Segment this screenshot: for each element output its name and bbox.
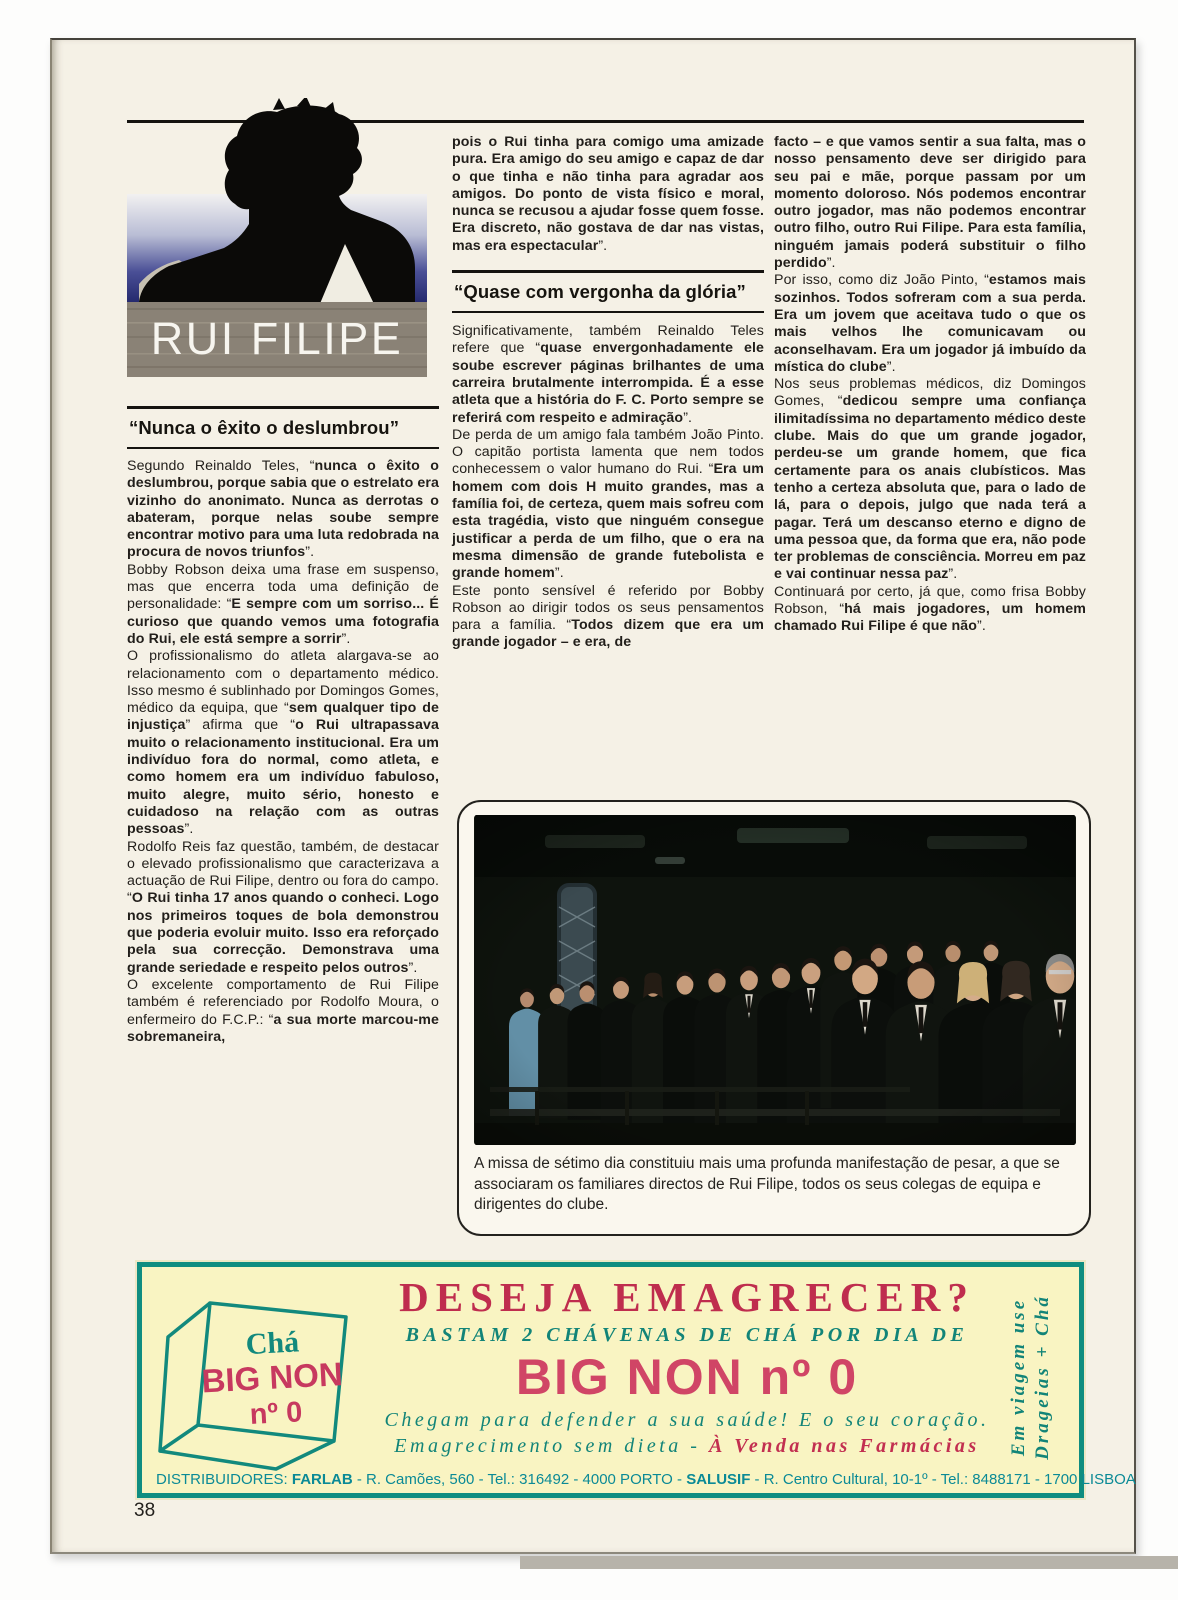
article-paragraph: De perda de um amigo fala também João Pinto. O capitão portista lamenta que nem todos conhecessem o valor humano do Rui. “Era um homem com dois H muito grandes, mas a família foi, de certeza, quem mais sofreu com esta tragédia, visto que ninguém consegue justificar a perda de um filho, que o era na mesma dimensão de grande futebolista e grande homem”. bbox=[452, 426, 765, 582]
article-paragraph: Significativamente, também Reinaldo Teles refere que “quase envergonhadamente ele soube escrever páginas brilhantes de uma carreira brutalmente interrompida. É a esse atleta que a história do F. C. Porto sempre se referirá com respeito e admiração”. bbox=[452, 323, 764, 426]
cube-n0-label: nº 0 bbox=[248, 1396, 304, 1431]
big-non-ad bbox=[137, 1262, 1136, 1498]
article-paragraph: Segundo Reinaldo Teles, “nunca o êxito o deslumbrou, porque sabia que o estrelato era vizinho do anonimato. Nunca as derrotas o abateram, porque nelas soube sempre encontrar motivo para uma luta redobrada na procura de novos triunfos”. bbox=[127, 458, 439, 561]
article-paragraph: Rodolfo Reis faz questão, também, de destacar o elevado profissionalismo que caracterizava a actuação de Rui Filipe, dentro ou fora do campo. “O Rui tinha 17 anos quando o conheci. Logo nos primeiros toques de bola demonstrou que poderia evoluir muito. Isso era reforçado pela sua correcção. Demonstrava uma grande seriedade e respeito pelos outros”. bbox=[127, 838, 439, 976]
article-paragraph: Por isso, como diz João Pinto, “estamos mais sozinhos. Todos sofreram com a sua perda. Era um jovem que aceitava tudo o que os mais velhos lhe comunicavam ou aconselhavam. Era um jogador já imbuído da mística do clube”. bbox=[774, 272, 1087, 375]
memorial-mass-photo bbox=[474, 815, 1076, 1145]
photo-caption: A missa de sétimo dia constituiu mais uma profunda manifestação de pesar, a que se associaram os familiares directos de Rui Filipe, todos os seus colegas de equipa e dirigentes do clube. bbox=[474, 1155, 1060, 1213]
article-column-1 bbox=[127, 406, 439, 1046]
player-silhouette-graphic bbox=[127, 98, 427, 380]
photo-frame bbox=[457, 800, 1091, 1236]
rui-filipe-header bbox=[127, 98, 427, 380]
ad-headline: DESEJA EMAGRECER? bbox=[399, 1274, 975, 1320]
cube-cha-label: Chá bbox=[244, 1325, 300, 1362]
scan-shadow-strip bbox=[520, 1556, 1178, 1569]
ad-copy bbox=[357, 1273, 1017, 1458]
page-number: 38 bbox=[134, 1500, 156, 1521]
article-paragraph: O profissionalismo do atleta alargava-se ao relacionamento com o departamento médico. Isso mesmo é sublinhado por Domingos Gomes, médico da equipa, que “sem qualquer tipo de injustiça” afirma que “o Rui ultrapassava muito o relacionamento institucional. Era um indivíduo fora do normal, como atleta, e como homem era um indivíduo fabuloso, muito alegre, muito sério, honesto e cuidadoso na relação com as outras pessoas”. bbox=[127, 648, 440, 838]
article-paragraph: Nos seus problemas médicos, diz Domingos Gomes, “dedicou sempre uma confiança ilimitadíssima no departamento médico deste clube. Mais do que um grande jogador, perdeu-se um grande homem, que fica certamente para os anais clubísticos. Mas tenho a certeza absoluta que, para o lado de lá, para o depois, julgo que nada terá a pagar. Terá um descanso eterno e digno de uma pessoa que, da forma que era, não pode ter problemas de consciência. Morreu em paz e vai continuar nessa paz”. bbox=[774, 376, 1087, 583]
cube-bignon-label: BIG NON bbox=[200, 1355, 344, 1400]
ad-pharmacies-note: À Venda nas Farmácias bbox=[708, 1435, 980, 1457]
player-name-banner: RUI FILIPE bbox=[150, 313, 404, 364]
article-paragraph: Continuará por certo, já que, como frisa Bobby Robson, “há mais jogadores, um homem chamado Rui Filipe é que não”. bbox=[774, 583, 1086, 635]
section-subhead: “Quase com vergonha da glória” bbox=[452, 270, 764, 313]
ad-product-name: BIG NON nº 0 bbox=[515, 1349, 859, 1405]
ad-vertical-note: Em viagem use Drageias + Chá bbox=[1008, 1294, 1053, 1460]
magazine-page bbox=[50, 38, 1136, 1554]
ad-benefit-line-2: Emagrecimento sem dieta - À Venda nas Farmácias bbox=[394, 1435, 980, 1457]
article-column-2 bbox=[452, 134, 764, 652]
ad-benefit-line-1: Chegam para defender a sua saúde! E o seu coração. bbox=[384, 1409, 990, 1431]
article-paragraph: Este ponto sensível é referido por Bobby Robson ao dirigir todos os seus pensamentos para a família. “Todos dizem que era um grande jogador – e era, de bbox=[452, 582, 765, 651]
tea-box-illustration bbox=[148, 1275, 378, 1480]
article-paragraph: Bobby Robson deixa uma frase em suspenso, mas que encerra toda uma definição de personalidade: “E sempre com um sorriso... É curioso que quando vemos uma fotografia do Rui, ele está sempre a sorrir”. bbox=[127, 561, 439, 647]
article-paragraph: pois o Rui tinha para comigo uma amizade pura. Era amigo do seu amigo e capaz de dar o que tinha e não tinha para agradar aos amigos. Do ponto de vista físico e moral, nunca se recusou a ajudar fosse quem fosse. Era discreto, não gostava de dar nas vistas, mas era espectacular”. bbox=[452, 134, 764, 254]
article-paragraph: facto – e que vamos sentir a sua falta, mas o nosso pensamento deve ser dirigido para seu pai e mãe, porque passam por um momento doloroso. Nós podemos encontrar outro jogador, mas não podemos encontrar outro filho, outro Rui Filipe. Para esta família, ninguém jamais poderá substituir o filho perdido”. bbox=[774, 134, 1086, 272]
article-paragraph: O excelente comportamento de Rui Filipe também é referenciado por Rodolfo Moura, o enfermeiro do F.C.P.: “a sua morte marcou-me sobremaneira, bbox=[127, 976, 439, 1045]
article-column-3 bbox=[774, 134, 1086, 636]
ad-tagline: BASTAM 2 CHÁVENAS DE CHÁ POR DIA DE bbox=[405, 1324, 969, 1346]
ad-distributors-line: DISTRIBUIDORES: FARLAB - R. Camões, 560 - Tel.: 316492 - 4000 PORTO - SALUSIF - R. Centro Cultural, 10-1º - Tel.: 8488171 - 1700 LISBOA bbox=[156, 1471, 1136, 1488]
section-subhead: “Nunca o êxito o deslumbrou” bbox=[127, 406, 439, 449]
